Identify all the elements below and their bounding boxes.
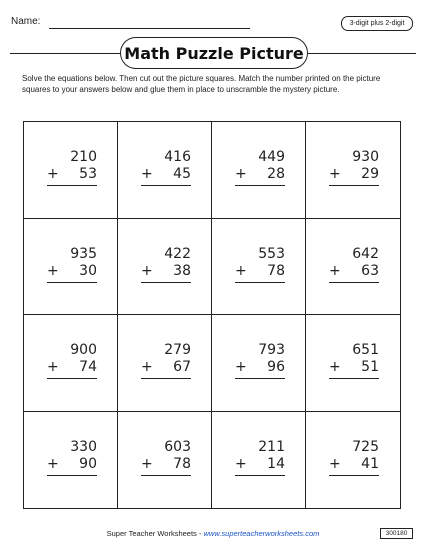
- addition-problem: [141, 246, 191, 283]
- answer-line: [47, 185, 97, 186]
- footer-site-name: Super Teacher Worksheets: [106, 529, 197, 538]
- bottom-row: [329, 456, 379, 473]
- answer-line: [329, 282, 379, 283]
- problem-cell: [212, 122, 306, 219]
- addition-problem: [329, 342, 379, 379]
- problem-cell: [24, 219, 118, 316]
- addition-problem: [141, 439, 191, 476]
- bottom-addend: 41: [361, 455, 379, 472]
- bottom-row: [141, 456, 191, 473]
- plus-sign: +: [141, 359, 153, 375]
- footer-link[interactable]: www.superteacherworksheets.com: [203, 529, 320, 538]
- top-addend: 279: [164, 342, 191, 358]
- footer-separator: -: [196, 529, 204, 538]
- addition-problem: [141, 149, 191, 186]
- bottom-addend: 78: [173, 455, 191, 472]
- bottom-row: [329, 359, 379, 376]
- bottom-addend: 51: [361, 359, 379, 375]
- addition-problem: [47, 342, 97, 379]
- answer-line: [141, 185, 191, 186]
- problem-cell: [24, 412, 118, 509]
- problem-cell: [306, 219, 400, 316]
- bottom-row: [141, 166, 191, 183]
- bottom-addend: 74: [79, 359, 97, 375]
- top-addend: 725: [352, 438, 379, 455]
- plus-sign: +: [235, 455, 247, 472]
- top-addend: 603: [164, 438, 191, 455]
- worksheet-code: 300180: [380, 528, 413, 539]
- answer-line: [235, 378, 285, 379]
- bottom-row: [235, 456, 285, 473]
- plus-sign: +: [329, 455, 341, 472]
- top-addend: 935: [70, 245, 97, 262]
- addition-problem: [141, 342, 191, 379]
- top-addend: 642: [352, 245, 379, 262]
- bottom-addend: 90: [79, 455, 97, 472]
- plus-sign: +: [47, 166, 59, 182]
- bottom-row: [47, 263, 97, 280]
- top-addend: 330: [70, 438, 97, 455]
- addition-problem: [235, 439, 285, 476]
- plus-sign: +: [235, 166, 247, 182]
- problem-cell: [118, 219, 212, 316]
- problem-cell: [118, 315, 212, 412]
- answer-line: [329, 378, 379, 379]
- answer-line: [235, 185, 285, 186]
- plus-sign: +: [141, 166, 153, 182]
- plus-sign: +: [329, 166, 341, 182]
- plus-sign: +: [141, 455, 153, 472]
- addition-problem: [47, 439, 97, 476]
- bottom-addend: 96: [267, 359, 285, 375]
- plus-sign: +: [235, 359, 247, 375]
- problem-cell: [118, 122, 212, 219]
- bottom-addend: 30: [79, 262, 97, 279]
- problem-cell: [306, 412, 400, 509]
- top-addend: 422: [164, 245, 191, 262]
- bottom-row: [47, 456, 97, 473]
- answer-line: [141, 378, 191, 379]
- answer-line: [235, 475, 285, 476]
- bottom-addend: 45: [173, 166, 191, 182]
- addition-problem: [47, 149, 97, 186]
- answer-line: [141, 282, 191, 283]
- top-addend: 416: [164, 149, 191, 165]
- problem-cell: [212, 412, 306, 509]
- addition-problem: [47, 246, 97, 283]
- top-addend: 553: [258, 245, 285, 262]
- page-title: Math Puzzle Picture: [120, 37, 308, 69]
- plus-sign: +: [47, 359, 59, 375]
- bottom-addend: 29: [361, 166, 379, 182]
- problem-cell: [24, 315, 118, 412]
- bottom-row: [47, 166, 97, 183]
- answer-line: [141, 475, 191, 476]
- plus-sign: +: [141, 262, 153, 279]
- bottom-row: [235, 166, 285, 183]
- addition-problem: [235, 149, 285, 186]
- top-addend: 651: [352, 342, 379, 358]
- bottom-row: [47, 359, 97, 376]
- problem-cell: [118, 412, 212, 509]
- top-addend: 210: [70, 149, 97, 165]
- bottom-addend: 78: [267, 262, 285, 279]
- answer-line: [329, 475, 379, 476]
- top-addend: 930: [352, 149, 379, 165]
- answer-line: [47, 282, 97, 283]
- problem-cell: [212, 219, 306, 316]
- instructions: Solve the equations below. Then cut out the picture squares. Match the number printed on the picture squares to your answers below and glue them in place to unscramble the mystery picture.: [22, 74, 381, 94]
- bottom-addend: 67: [173, 359, 191, 375]
- problem-cell: [306, 122, 400, 219]
- answer-line: [47, 378, 97, 379]
- bottom-row: [235, 263, 285, 280]
- bottom-row: [329, 263, 379, 280]
- skill-badge: 3-digit plus 2-digit: [341, 16, 413, 31]
- top-addend: 211: [258, 438, 285, 455]
- addition-problem: [235, 246, 285, 283]
- bottom-row: [141, 359, 191, 376]
- footer: [0, 529, 426, 538]
- bottom-row: [235, 359, 285, 376]
- answer-line: [235, 282, 285, 283]
- problem-cell: [306, 315, 400, 412]
- bottom-addend: 28: [267, 166, 285, 182]
- top-addend: 793: [258, 342, 285, 358]
- addition-problem: [329, 246, 379, 283]
- addition-problem: [235, 342, 285, 379]
- bottom-row: [329, 166, 379, 183]
- name-field[interactable]: [49, 28, 250, 29]
- bottom-row: [141, 263, 191, 280]
- addition-problem: [329, 149, 379, 186]
- problem-cell: [24, 122, 118, 219]
- plus-sign: +: [329, 359, 341, 375]
- problem-grid: [23, 121, 401, 509]
- name-label: Name:: [11, 16, 41, 27]
- bottom-addend: 63: [361, 262, 379, 279]
- top-addend: 449: [258, 149, 285, 165]
- top-addend: 900: [70, 342, 97, 358]
- answer-line: [329, 185, 379, 186]
- addition-problem: [329, 439, 379, 476]
- bottom-addend: 53: [79, 166, 97, 182]
- plus-sign: +: [329, 262, 341, 279]
- plus-sign: +: [47, 455, 59, 472]
- plus-sign: +: [47, 262, 59, 279]
- plus-sign: +: [235, 262, 247, 279]
- problem-cell: [212, 315, 306, 412]
- bottom-addend: 14: [267, 455, 285, 472]
- answer-line: [47, 475, 97, 476]
- bottom-addend: 38: [173, 262, 191, 279]
